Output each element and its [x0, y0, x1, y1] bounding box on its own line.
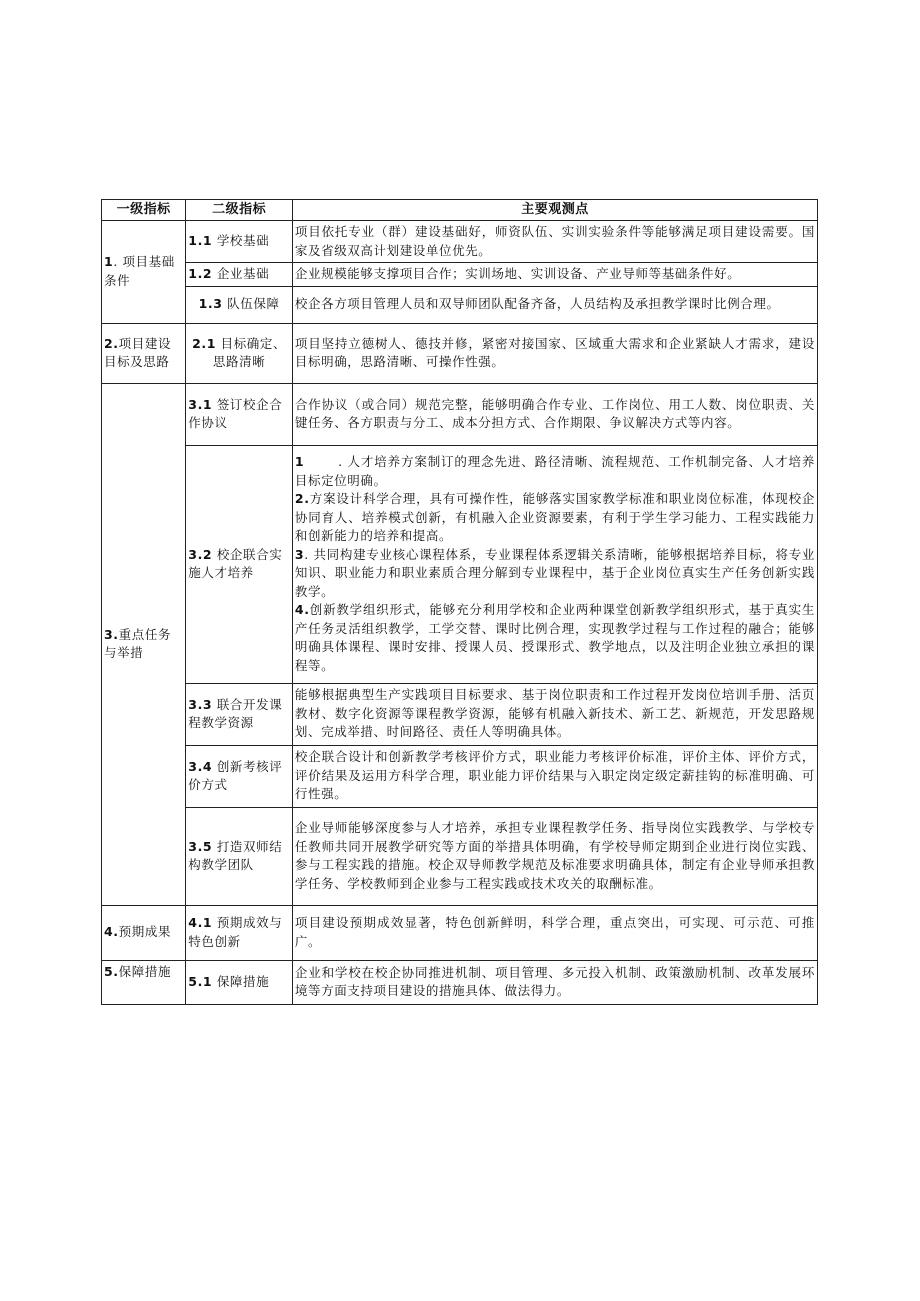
level2-cell: 3.3 联合开发课程教学资源 — [186, 683, 293, 745]
observation-cell: 项目建设预期成效显著，特色创新鲜明，科学合理，重点突出，可实现、可示范、可推广。 — [292, 905, 817, 960]
level1-cell: 5.保障措施 — [102, 960, 186, 1004]
level2-cell: 3.2 校企联合实施人才培养 — [186, 445, 293, 683]
table-row — [102, 745, 818, 807]
observation-cell: 企业和学校在校企协同推进机制、项目管理、多元投入机制、政策激励机制、改革发展环境等方面支持项目建设的措施具体、做法得力。 — [292, 960, 817, 1004]
level2-cell: 3.1 签订校企合作协议 — [186, 383, 293, 445]
level1-cell: 1. 项目基础条件 — [102, 221, 186, 324]
observation-cell: 校企联合设计和创新教学考核评价方式，职业能力考核评价标准，评价主体、评价方式，评价结果及运用方科学合理，职业能力评价结果与入职定岗定级定薪挂钩的标准明确、可行性强。 — [292, 745, 817, 807]
level2-cell: 5.1 保障措施 — [186, 960, 293, 1004]
table-row — [102, 323, 818, 383]
observation-cell: 能够根据典型生产实践项目目标要求、基于岗位职责和工作过程开发岗位培训手册、活页教材、数字化资源等课程教学资源，能够有机融入新技术、新工艺、新规范，开发思路规划、完成举措、时间路径、责任人等明确具体。 — [292, 683, 817, 745]
list-item: 3. 共同构建专业核心课程体系，专业课程体系逻辑关系清晰，能够根据培养目标，将专业知识、职业能力和职业素质合理分解到专业课程中，基于企业岗位真实生产任务创新实践教学。 — [294, 546, 815, 599]
level2-cell: 4.1 预期成效与特色创新 — [186, 905, 293, 960]
level2-cell: 1.3 队伍保障 — [186, 286, 293, 323]
indicator-table — [101, 199, 818, 1005]
list-item: 4.创新教学组织形式，能够充分利用学校和企业两种课堂创新教学组织形式，基于真实生产任务灵活组织教学，工学交替、课时比例合理，实现教学过程与工作过程的融合；能够明确具体课程、课时安排、授课人员、授课形式、教学地点，以及注明企业独立承担的课程等。 — [294, 602, 815, 673]
table-row — [102, 683, 818, 745]
table-row — [102, 905, 818, 960]
table-row — [102, 263, 818, 287]
header-level2: 二级指标 — [186, 200, 293, 221]
header-row — [102, 200, 818, 221]
observation-cell — [292, 445, 817, 683]
observation-cell: 项目依托专业（群）建设基础好，师资队伍、实训实验条件等能够满足项目建设需要。国家及省级双高计划建设单位优先。 — [292, 221, 817, 263]
list-item: 2.方案设计科学合理，具有可操作性，能够落实国家教学标准和职业岗位标准，体现校企协同育人、培养模式创新，有机融入企业资源要素，有利于学生学习能力、工程实践能力和创新能力的培养和提高。 — [294, 491, 815, 543]
level2-cell: 3.4 创新考核评价方式 — [186, 745, 293, 807]
observation-cell: 校企各方项目管理人员和双导师团队配备齐备，人员结构及承担教学课时比例合理。 — [292, 286, 817, 323]
observation-cell: 合作协议（或合同）规范完整，能够明确合作专业、工作岗位、用工人数、岗位职责、关键任务、各方职责与分工、成本分担方式、合作期限、争议解决方式等内容。 — [292, 383, 817, 445]
list-item: 1 . 人才培养方案制订的理念先进、路径清晰、流程规范、工作机制完备、人才培养目标定位明确。 — [294, 454, 815, 488]
header-level1: 一级指标 — [102, 200, 186, 221]
table-row — [102, 286, 818, 323]
observation-cell: 企业规模能够支撑项目合作；实训场地、实训设备、产业导师等基础条件好。 — [292, 263, 817, 287]
observation-cell: 项目坚持立德树人、德技并修，紧密对接国家、区域重大需求和企业紧缺人才需求，建设目标明确，思路清晰、可操作性强。 — [292, 323, 817, 383]
table-row — [102, 445, 818, 683]
level1-cell: 3.重点任务与举措 — [102, 383, 186, 905]
level1-cell: 2.项目建设目标及思路 — [102, 323, 186, 383]
header-observation: 主要观测点 — [292, 200, 817, 221]
table-row — [102, 807, 818, 905]
table-row — [102, 960, 818, 1004]
level2-cell: 2.1 目标确定、思路清晰 — [186, 323, 293, 383]
level1-cell: 4.预期成果 — [102, 905, 186, 960]
table-row — [102, 221, 818, 263]
table-row — [102, 383, 818, 445]
level2-cell: 3.5 打造双师结构教学团队 — [186, 807, 293, 905]
level2-cell: 1.1 学校基础 — [186, 221, 293, 263]
level2-cell: 1.2 企业基础 — [186, 263, 293, 287]
observation-cell: 企业导师能够深度参与人才培养，承担专业课程教学任务、指导岗位实践教学、与学校专任教师共同开展教学研究等方面的举措具体明确，有学校导师定期到企业进行岗位实践、参与工程实践的措施。校企双导师教学规范及标准要求明确具体，制定有企业导师承担教学任务、学校教师到企业参与工程实践或技术攻关的取酬标准。 — [292, 807, 817, 905]
